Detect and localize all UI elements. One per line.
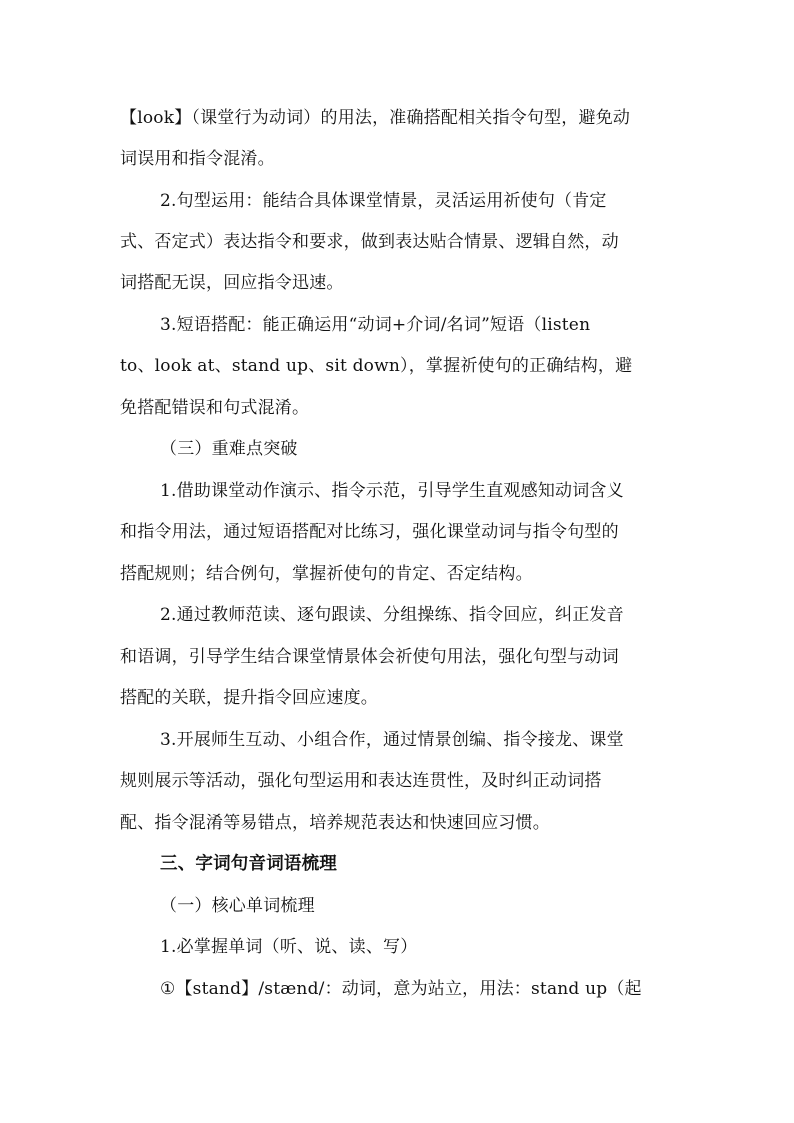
section-heading: 三、字词句音词语梳理 <box>160 854 337 874</box>
paragraph-line: 免搭配错误和句式混淆。 <box>120 398 310 418</box>
paragraph-line: 词搭配无误，回应指令迅速。 <box>120 273 344 293</box>
paragraph-line: 规则展示等活动，强化句型运用和表达连贯性，及时纠正动词搭 <box>120 771 602 791</box>
paragraph-line: ①【stand】/stænd/：动词，意为站立，用法：stand up（起 <box>160 979 642 999</box>
section-subheading: （一）核心单词梳理 <box>160 896 315 916</box>
paragraph-line: 搭配的关联，提升指令回应速度。 <box>120 688 378 708</box>
section-subheading: （三）重难点突破 <box>160 439 298 459</box>
paragraph-line: 3.短语搭配：能正确运用“动词+介词/名词”短语（listen <box>160 315 591 335</box>
paragraph-line: 和指令用法，通过短语搭配对比练习，强化课堂动词与指令句型的 <box>120 522 619 542</box>
paragraph-line: to、look at、stand up、sit down），掌握祈使句的正确结构，避 <box>120 356 633 376</box>
paragraph-line: 2.句型运用：能结合具体课堂情景，灵活运用祈使句（肯定 <box>160 191 607 211</box>
paragraph-line: 配、指令混淆等易错点，培养规范表达和快速回应习惯。 <box>120 813 550 833</box>
paragraph-line: 1.借助课堂动作演示、指令示范，引导学生直观感知动词含义 <box>160 481 624 501</box>
paragraph-line: 和语调，引导学生结合课堂情景体会祈使句用法，强化句型与动词 <box>120 647 619 667</box>
paragraph-line: 搭配规则；结合例句，掌握祈使句的肯定、否定结构。 <box>120 564 533 584</box>
paragraph-line: 3.开展师生互动、小组合作，通过情景创编、指令接龙、课堂 <box>160 730 624 750</box>
paragraph-line: 词误用和指令混淆。 <box>120 149 275 169</box>
paragraph-line: 式、否定式）表达指令和要求，做到表达贴合情景、逻辑自然，动 <box>120 232 619 252</box>
paragraph-line: 1.必掌握单词（听、说、读、写） <box>160 937 418 957</box>
paragraph-line: 【look】（课堂行为动词）的用法，准确搭配相关指令句型，避免动 <box>120 108 631 128</box>
paragraph-line: 2.通过教师范读、逐句跟读、分组操练、指令回应，纠正发音 <box>160 605 624 625</box>
